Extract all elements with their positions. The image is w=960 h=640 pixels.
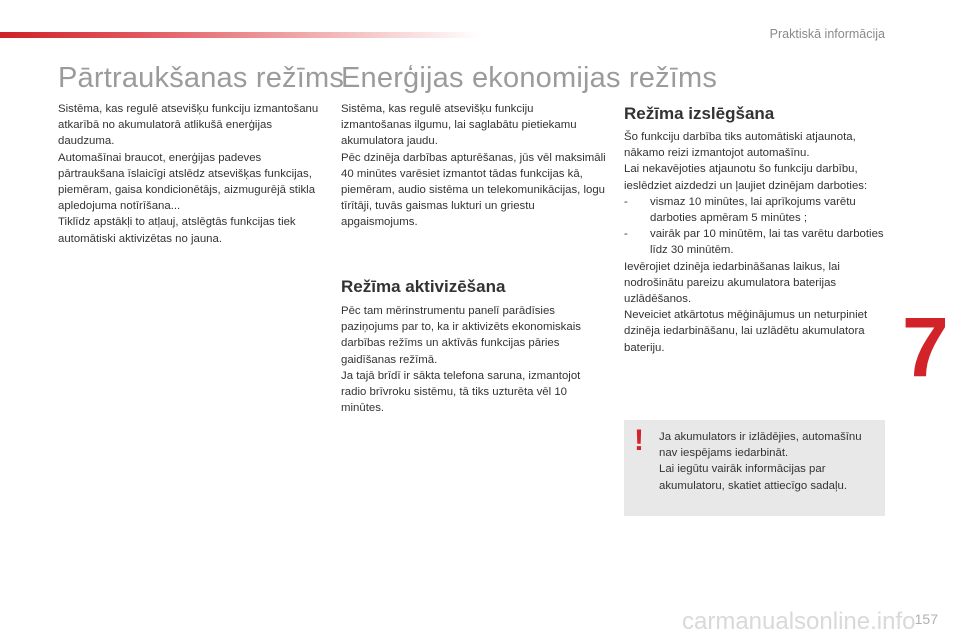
paragraph: Lai nekavējoties atjaunotu šo funkciju darbību, ieslēdziet aizdedzi un ļaujiet dzinējam darboties: xyxy=(624,163,868,192)
paragraph: Sistēma, kas regulē atsevišķu funkciju izmantošanas ilgumu, lai saglabātu pietiekamu akumulatora jaudu. xyxy=(341,103,577,148)
exclamation-icon: ! xyxy=(634,424,644,457)
list-item xyxy=(624,226,886,258)
warning-note-text xyxy=(659,429,881,494)
activation-heading: Režīma aktivizēšana xyxy=(341,277,506,296)
paragraph: Ja tajā brīdī ir sākta telefona saruna, izmantojot radio brīvroku sistēmu, tā tiks uzturēta vēl 10 minūtes. xyxy=(341,369,581,415)
paragraph: Sistēma, kas regulē atsevišķu funkciju izmantošanu atkarībā no akumulatorā atlikušā enerģijas daudzuma. xyxy=(58,103,319,148)
interruption-mode-text xyxy=(58,101,323,247)
section-title: Praktiskā informācija xyxy=(769,27,885,41)
list-item xyxy=(624,194,886,226)
paragraph: Pēc tam mērinstrumentu panelī parādīsies paziņojums par to, ka ir aktivizēts ekonomiskais darbības režīms un aktīvās funkcijas pāries gaidīšanas režīmā. xyxy=(341,305,581,366)
list-item-text: vairāk par 10 minūtēm, lai tas varētu darboties līdz 30 minūtēm. xyxy=(650,228,884,257)
warning-note xyxy=(624,420,885,516)
paragraph: Pēc dzinēja darbības apturēšanas, jūs vēl maksimāli 40 minūtes varēsiet izmantot tādas funkcijas kā, piemēram, audio sistēma un telekomunikācijas, logu tīrītāji, tuvās gaismas lukturi un griestu apgaismojums. xyxy=(341,151,606,229)
page-number: 157 xyxy=(914,611,938,627)
chapter-number: 7 xyxy=(902,300,949,394)
paragraph: Ievērojiet dzinēja iedarbināšanas laikus, lai nodrošinātu pareizu akumulatora baterijas uzlādēšanos. xyxy=(624,260,840,306)
watermark: carmanualsonline.info xyxy=(682,608,916,635)
paragraph: Neveiciet atkārtotus mēģinājumus un neturpiniet dzinēja iedarbināšanu, lai uzlādētu akumulatora bateriju. xyxy=(624,309,868,354)
interruption-mode-title: Pārtraukšanas režīms xyxy=(58,62,345,94)
list-item-text: vismaz 10 minūtes, lai aprīkojums varētu darboties apmēram 5 minūtes ; xyxy=(650,195,856,225)
deactivation-heading: Režīma izslēgšana xyxy=(624,104,775,123)
energy-economy-intro xyxy=(341,101,606,231)
paragraph: Automašīnai braucot, enerģijas padeves pārtraukšana īslaicīgi atslēdz atsevišķas funkcijas, piemēram, gaisa kondicionētājs, aizmugurējā stikla apledojuma notīrīšana... xyxy=(58,151,316,213)
list-dash: - xyxy=(624,195,628,208)
paragraph: Lai iegūtu vairāk informācijas par akumulatoru, skatiet attiecīgo sadaļu. xyxy=(659,463,848,492)
paragraph: Ja akumulators ir izlādējies, automašīnu nav iespējams iedarbināt. xyxy=(659,431,862,460)
header-accent-bar xyxy=(0,32,480,38)
paragraph: Tiklīdz apstākļi to atļauj, atslēgtās funkcijas tiek automātiski aktivizētas no jauna. xyxy=(58,216,296,245)
deactivation-text xyxy=(624,129,886,356)
paragraph: Šo funkciju darbība tiks automātiski atjaunota, nākamo reizi izmantojot automašīnu. xyxy=(624,131,856,160)
list-dash: - xyxy=(624,228,628,241)
activation-text xyxy=(341,303,606,416)
energy-economy-mode-title: Enerģijas ekonomijas režīms xyxy=(341,62,718,94)
